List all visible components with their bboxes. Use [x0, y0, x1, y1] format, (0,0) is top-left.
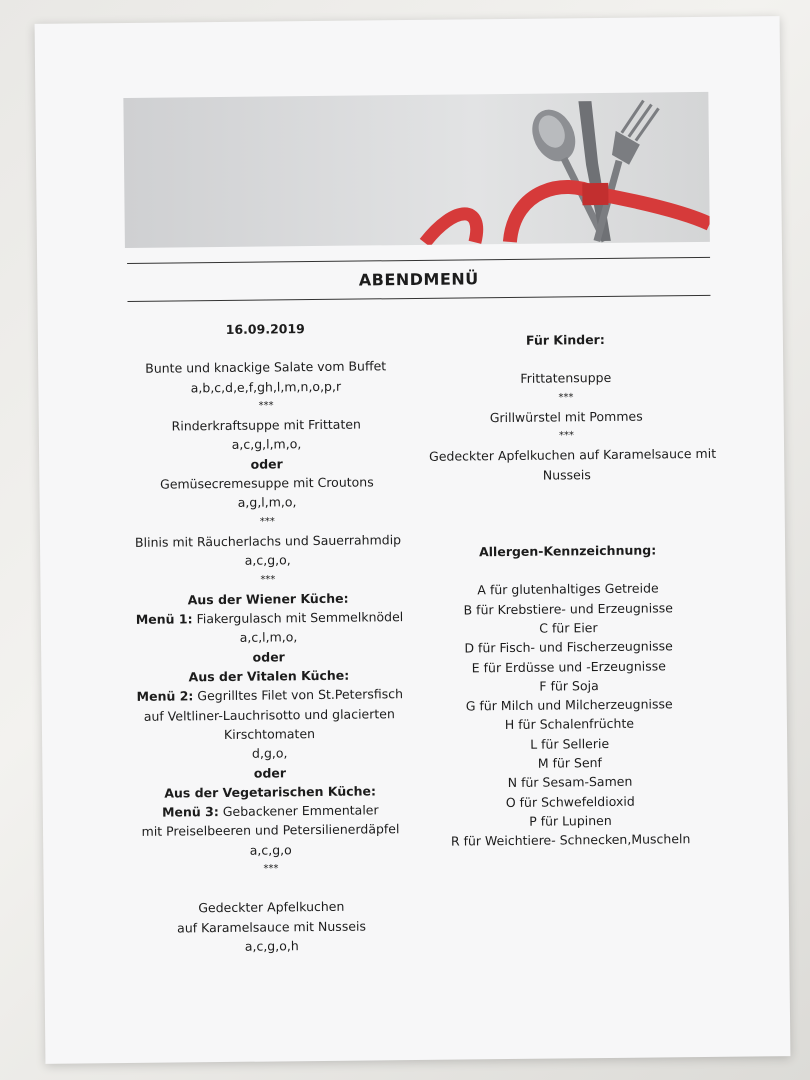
page-title: ABENDMENÜ: [358, 269, 479, 290]
cutlery-with-ribbon-icon: [123, 92, 710, 248]
separator: ***: [260, 574, 276, 586]
allergen-item: A für glutenhaltiges Getreide: [477, 580, 659, 598]
allergen-title: Allergen-Kennzeichnung:: [478, 542, 657, 560]
separator: ***: [558, 430, 574, 442]
or-label: oder: [253, 764, 287, 781]
allergen-item: P für Lupinen: [529, 812, 612, 829]
menu-sheet: [35, 16, 791, 1064]
kids-title: Für Kinder:: [525, 331, 605, 348]
kids-dessert-line2: Nusseis: [542, 466, 591, 483]
soup1-item: Rinderkraftsuppe mit Frittaten: [171, 416, 362, 434]
soup2-item: Gemüsecremesuppe mit Croutons: [160, 474, 374, 492]
menu1-text: Fiakergulasch mit Semmelknödel: [192, 609, 404, 627]
menu3-line2: mit Preiselbeeren und Petersilienerdäpfel: [141, 821, 400, 840]
salad-item: Bunte und knackige Salate vom Buffet: [145, 358, 387, 377]
soup1-allergens: a,c,g,l,m,o,: [231, 436, 302, 453]
starter-allergens: a,c,g,o,: [244, 552, 291, 569]
menu1-item: [135, 607, 404, 629]
menu2-text: Gegrilltes Filet von St.Petersfisch: [193, 686, 404, 704]
allergen-item: H für Schalenfrüchte: [504, 716, 635, 733]
allergen-item: F für Soja: [539, 677, 599, 694]
allergen-item: O für Schwefeldioxid: [505, 793, 635, 810]
dessert-allergens: a,c,g,o,h: [244, 938, 299, 954]
allergen-item: C für Eier: [539, 620, 598, 636]
spacer: [429, 483, 704, 524]
allergen-item: B für Krebstiere- und Erzeugnisse: [463, 599, 673, 618]
wiener-title: Aus der Wiener Küche:: [187, 590, 349, 608]
menu3-text: Gebackener Emmentaler: [218, 802, 379, 820]
salad-allergens: a,b,c,d,e,f,gh,l,m,n,o,p,r: [190, 378, 342, 395]
allergen-item: D für Fisch- und Fischerzeugnisse: [464, 638, 673, 656]
or-label: oder: [252, 649, 285, 665]
allergen-item: M für Senf: [537, 755, 602, 771]
menu3-allergens: a,c,g,o: [249, 842, 292, 858]
menu3-label: Menü 3:: [161, 804, 219, 820]
cutlery-banner: [123, 92, 710, 248]
allergen-item: L für Sellerie: [530, 735, 610, 752]
separator: ***: [558, 391, 574, 404]
menu1-label: Menü 1:: [135, 611, 193, 628]
menu2-allergens: d,g,o,: [251, 745, 288, 761]
side-column: [428, 329, 717, 851]
kids-dessert-line1: Gedeckter Apfelkuchen auf Karamelsauce mit: [429, 446, 717, 465]
menu2-label: Menü 2:: [136, 688, 194, 705]
allergen-item: N für Sesam-Samen: [507, 774, 633, 791]
or-label: oder: [250, 456, 283, 472]
top-rule: [127, 257, 710, 264]
allergen-list: [430, 578, 708, 851]
menu2-item: [137, 684, 402, 706]
dessert-line2: auf Karamelsauce mit Nusseis: [177, 918, 367, 936]
dessert-line1: Gedeckter Apfelkuchen: [198, 899, 345, 916]
menu2-line3: Kirschtomaten: [223, 725, 316, 742]
menu-date: 16.09.2019: [225, 321, 305, 337]
menu2-line2: auf Veltliner-Lauchrisotto und glacierten: [143, 705, 395, 724]
veg-title: Aus der Vegetarischen Küche:: [164, 783, 377, 801]
separator: ***: [259, 516, 275, 528]
allergen-item: G für Milch und Milcherzeugnisse: [465, 696, 673, 714]
separator: ***: [263, 863, 279, 875]
bottom-rule: [127, 295, 710, 302]
kids-main: Grillwürstel mit Pommes: [489, 408, 643, 426]
menu1-allergens: a,c,l,m,o,: [239, 629, 298, 646]
main-menu-column: [133, 318, 405, 957]
allergen-item: R für Weichtiere- Schnecken,Muscheln: [450, 831, 691, 849]
soup2-allergens: a,g,l,m,o,: [237, 494, 297, 511]
starter-item: Blinis mit Räucherlachs und Sauerrahmdip: [134, 532, 402, 550]
separator: ***: [258, 400, 274, 412]
vital-title: Aus der Vitalen Küche:: [188, 667, 350, 685]
allergen-item: E für Erdüsse und -Erzeugnisse: [471, 657, 666, 675]
kids-soup: Frittatensuppe: [520, 370, 612, 387]
